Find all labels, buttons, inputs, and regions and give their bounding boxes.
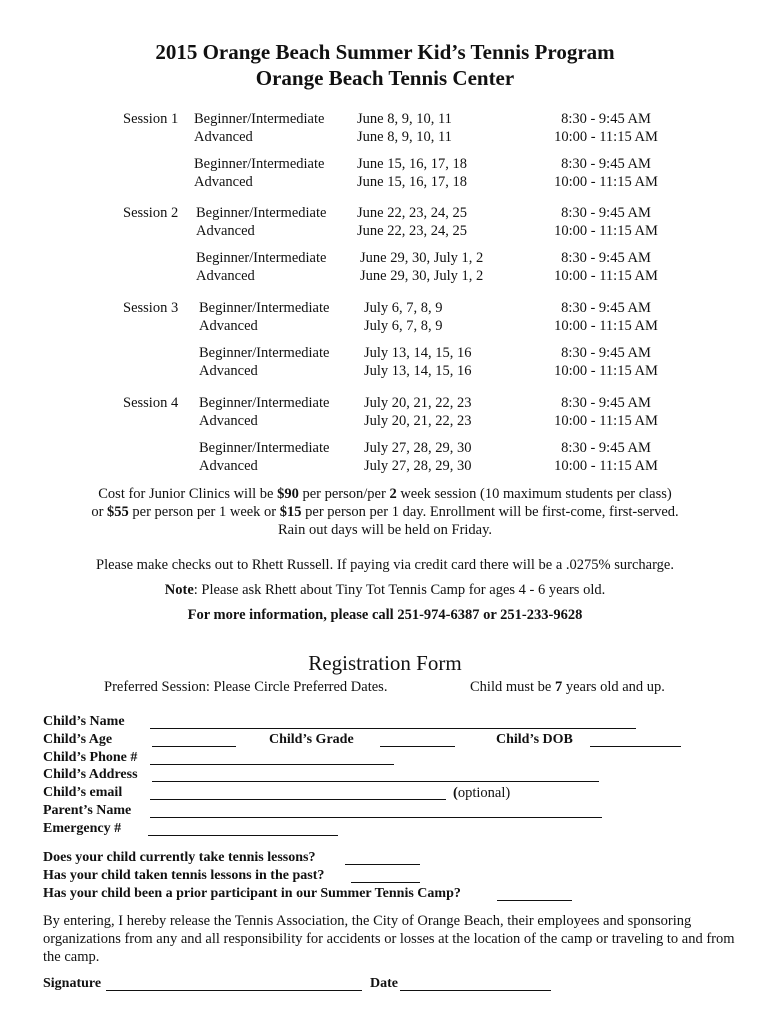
rain-out-note: Rain out days will be held on Friday. xyxy=(277,522,493,538)
session-time: 8:30 - 9:45 AM xyxy=(561,300,651,316)
session-time: 10:00 - 11:15 AM xyxy=(554,223,658,239)
session-dates: June 22, 23, 24, 25 xyxy=(357,223,467,239)
session-dates: June 22, 23, 24, 25 xyxy=(357,205,467,221)
session-level: Advanced xyxy=(199,458,258,474)
answer-past-lessons[interactable] xyxy=(351,882,420,883)
child-address-label: Child’s Address xyxy=(43,767,138,782)
child-age-field[interactable] xyxy=(152,746,236,747)
question-prior-participant: Has your child been a prior participant in our Summer Tennis Camp? xyxy=(43,886,461,901)
child-email-label: Child’s email xyxy=(43,785,123,800)
registration-heading: Registration Form xyxy=(308,651,462,675)
session-dates: July 13, 14, 15, 16 xyxy=(364,345,472,361)
session-dates: July 27, 28, 29, 30 xyxy=(364,458,472,474)
session-dates: June 15, 16, 17, 18 xyxy=(357,156,467,172)
session-dates: July 27, 28, 29, 30 xyxy=(364,440,472,456)
session-dates: July 6, 7, 8, 9 xyxy=(364,300,443,316)
session-dates: June 8, 9, 10, 11 xyxy=(357,129,452,145)
session-time: 10:00 - 11:15 AM xyxy=(554,129,658,145)
child-name-label: Child’s Name xyxy=(43,714,125,729)
email-optional-note: (optional) xyxy=(453,785,511,801)
answer-current-lessons[interactable] xyxy=(345,864,420,865)
session-dates: June 15, 16, 17, 18 xyxy=(357,174,467,190)
session-label: Session 2 xyxy=(123,205,179,221)
session-time: 8:30 - 9:45 AM xyxy=(561,440,651,456)
date-label: Date xyxy=(370,976,398,991)
date-field[interactable] xyxy=(400,990,551,991)
session-level: Beginner/Intermediate xyxy=(196,250,327,266)
question-past-lessons: Has your child taken tennis lessons in the past? xyxy=(43,868,325,883)
session-level: Advanced xyxy=(196,268,255,284)
tiny-tot-note: Note: Please ask Rhett about Tiny Tot Tennis Camp for ages 4 - 6 years old. xyxy=(164,582,606,598)
child-dob-label: Child’s DOB xyxy=(496,732,573,747)
session-time: 8:30 - 9:45 AM xyxy=(561,250,651,266)
session-dates: June 29, 30, July 1, 2 xyxy=(360,268,484,284)
cost-line-1: Cost for Junior Clinics will be $90 per person/per 2 week session (10 maximum students per class) xyxy=(98,486,672,502)
session-level: Advanced xyxy=(199,363,258,379)
session-time: 8:30 - 9:45 AM xyxy=(561,395,651,411)
session-level: Beginner/Intermediate xyxy=(199,300,330,316)
age-requirement: Child must be 7 years old and up. xyxy=(470,679,665,695)
cost-line-2: or $55 per person per 1 week or $15 per person per 1 day. Enrollment will be first-come, first-served. xyxy=(91,504,679,520)
child-grade-label: Child’s Grade xyxy=(269,732,354,747)
session-level: Advanced xyxy=(194,129,253,145)
session-level: Beginner/Intermediate xyxy=(196,205,327,221)
parent-name-label: Parent’s Name xyxy=(43,803,132,818)
session-dates: July 20, 21, 22, 23 xyxy=(364,413,472,429)
emergency-label: Emergency # xyxy=(43,821,122,836)
child-name-field[interactable] xyxy=(150,728,636,729)
session-time: 8:30 - 9:45 AM xyxy=(561,156,651,172)
session-label: Session 4 xyxy=(123,395,179,411)
session-level: Advanced xyxy=(199,318,258,334)
child-phone-label: Child’s Phone # xyxy=(43,750,138,765)
child-address-field[interactable] xyxy=(152,781,599,782)
session-level: Beginner/Intermediate xyxy=(199,395,330,411)
session-level: Advanced xyxy=(196,223,255,239)
session-level: Advanced xyxy=(199,413,258,429)
session-dates: June 8, 9, 10, 11 xyxy=(357,111,452,127)
child-phone-field[interactable] xyxy=(150,764,394,765)
session-label: Session 1 xyxy=(123,111,179,127)
session-time: 8:30 - 9:45 AM xyxy=(561,345,651,361)
question-current-lessons: Does your child currently take tennis lessons? xyxy=(43,850,316,865)
release-statement: By entering, I hereby release the Tennis Association, the City of Orange Beach, their employees and sponsoring organizations from any and all responsibility for accidents or losses at the location of the camp or traveling to and from the camp. xyxy=(43,913,735,965)
session-dates: June 29, 30, July 1, 2 xyxy=(360,250,484,266)
session-level: Advanced xyxy=(194,174,253,190)
session-time: 8:30 - 9:45 AM xyxy=(561,205,651,221)
session-dates: July 20, 21, 22, 23 xyxy=(364,395,472,411)
parent-name-field[interactable] xyxy=(150,817,602,818)
session-time: 10:00 - 11:15 AM xyxy=(554,458,658,474)
child-grade-field[interactable] xyxy=(380,746,455,747)
session-time: 8:30 - 9:45 AM xyxy=(561,111,651,127)
emergency-field[interactable] xyxy=(148,835,338,836)
signature-label: Signature xyxy=(43,976,102,991)
child-age-label: Child’s Age xyxy=(43,732,113,747)
preferred-session-note: Preferred Session: Please Circle Preferred Dates. xyxy=(104,679,388,695)
contact-info: For more information, please call 251-974-6387 or 251-233-9628 xyxy=(187,607,583,623)
child-dob-field[interactable] xyxy=(590,746,681,747)
session-level: Beginner/Intermediate xyxy=(199,345,330,361)
signature-field[interactable] xyxy=(106,990,362,991)
page-title: 2015 Orange Beach Summer Kid’s Tennis Program xyxy=(155,40,615,64)
checks-note: Please make checks out to Rhett Russell. If paying via credit card there will be a .0275% surcharge. xyxy=(96,557,674,573)
session-time: 10:00 - 11:15 AM xyxy=(554,363,658,379)
session-time: 10:00 - 11:15 AM xyxy=(554,318,658,334)
session-dates: July 6, 7, 8, 9 xyxy=(364,318,443,334)
session-label: Session 3 xyxy=(123,300,179,316)
session-time: 10:00 - 11:15 AM xyxy=(554,174,658,190)
page-subtitle: Orange Beach Tennis Center xyxy=(255,66,515,90)
child-email-field[interactable] xyxy=(150,799,446,800)
session-level: Beginner/Intermediate xyxy=(199,440,330,456)
session-time: 10:00 - 11:15 AM xyxy=(554,268,658,284)
session-level: Beginner/Intermediate xyxy=(194,156,325,172)
session-time: 10:00 - 11:15 AM xyxy=(554,413,658,429)
session-level: Beginner/Intermediate xyxy=(194,111,325,127)
answer-prior-participant[interactable] xyxy=(497,900,572,901)
session-dates: July 13, 14, 15, 16 xyxy=(364,363,472,379)
